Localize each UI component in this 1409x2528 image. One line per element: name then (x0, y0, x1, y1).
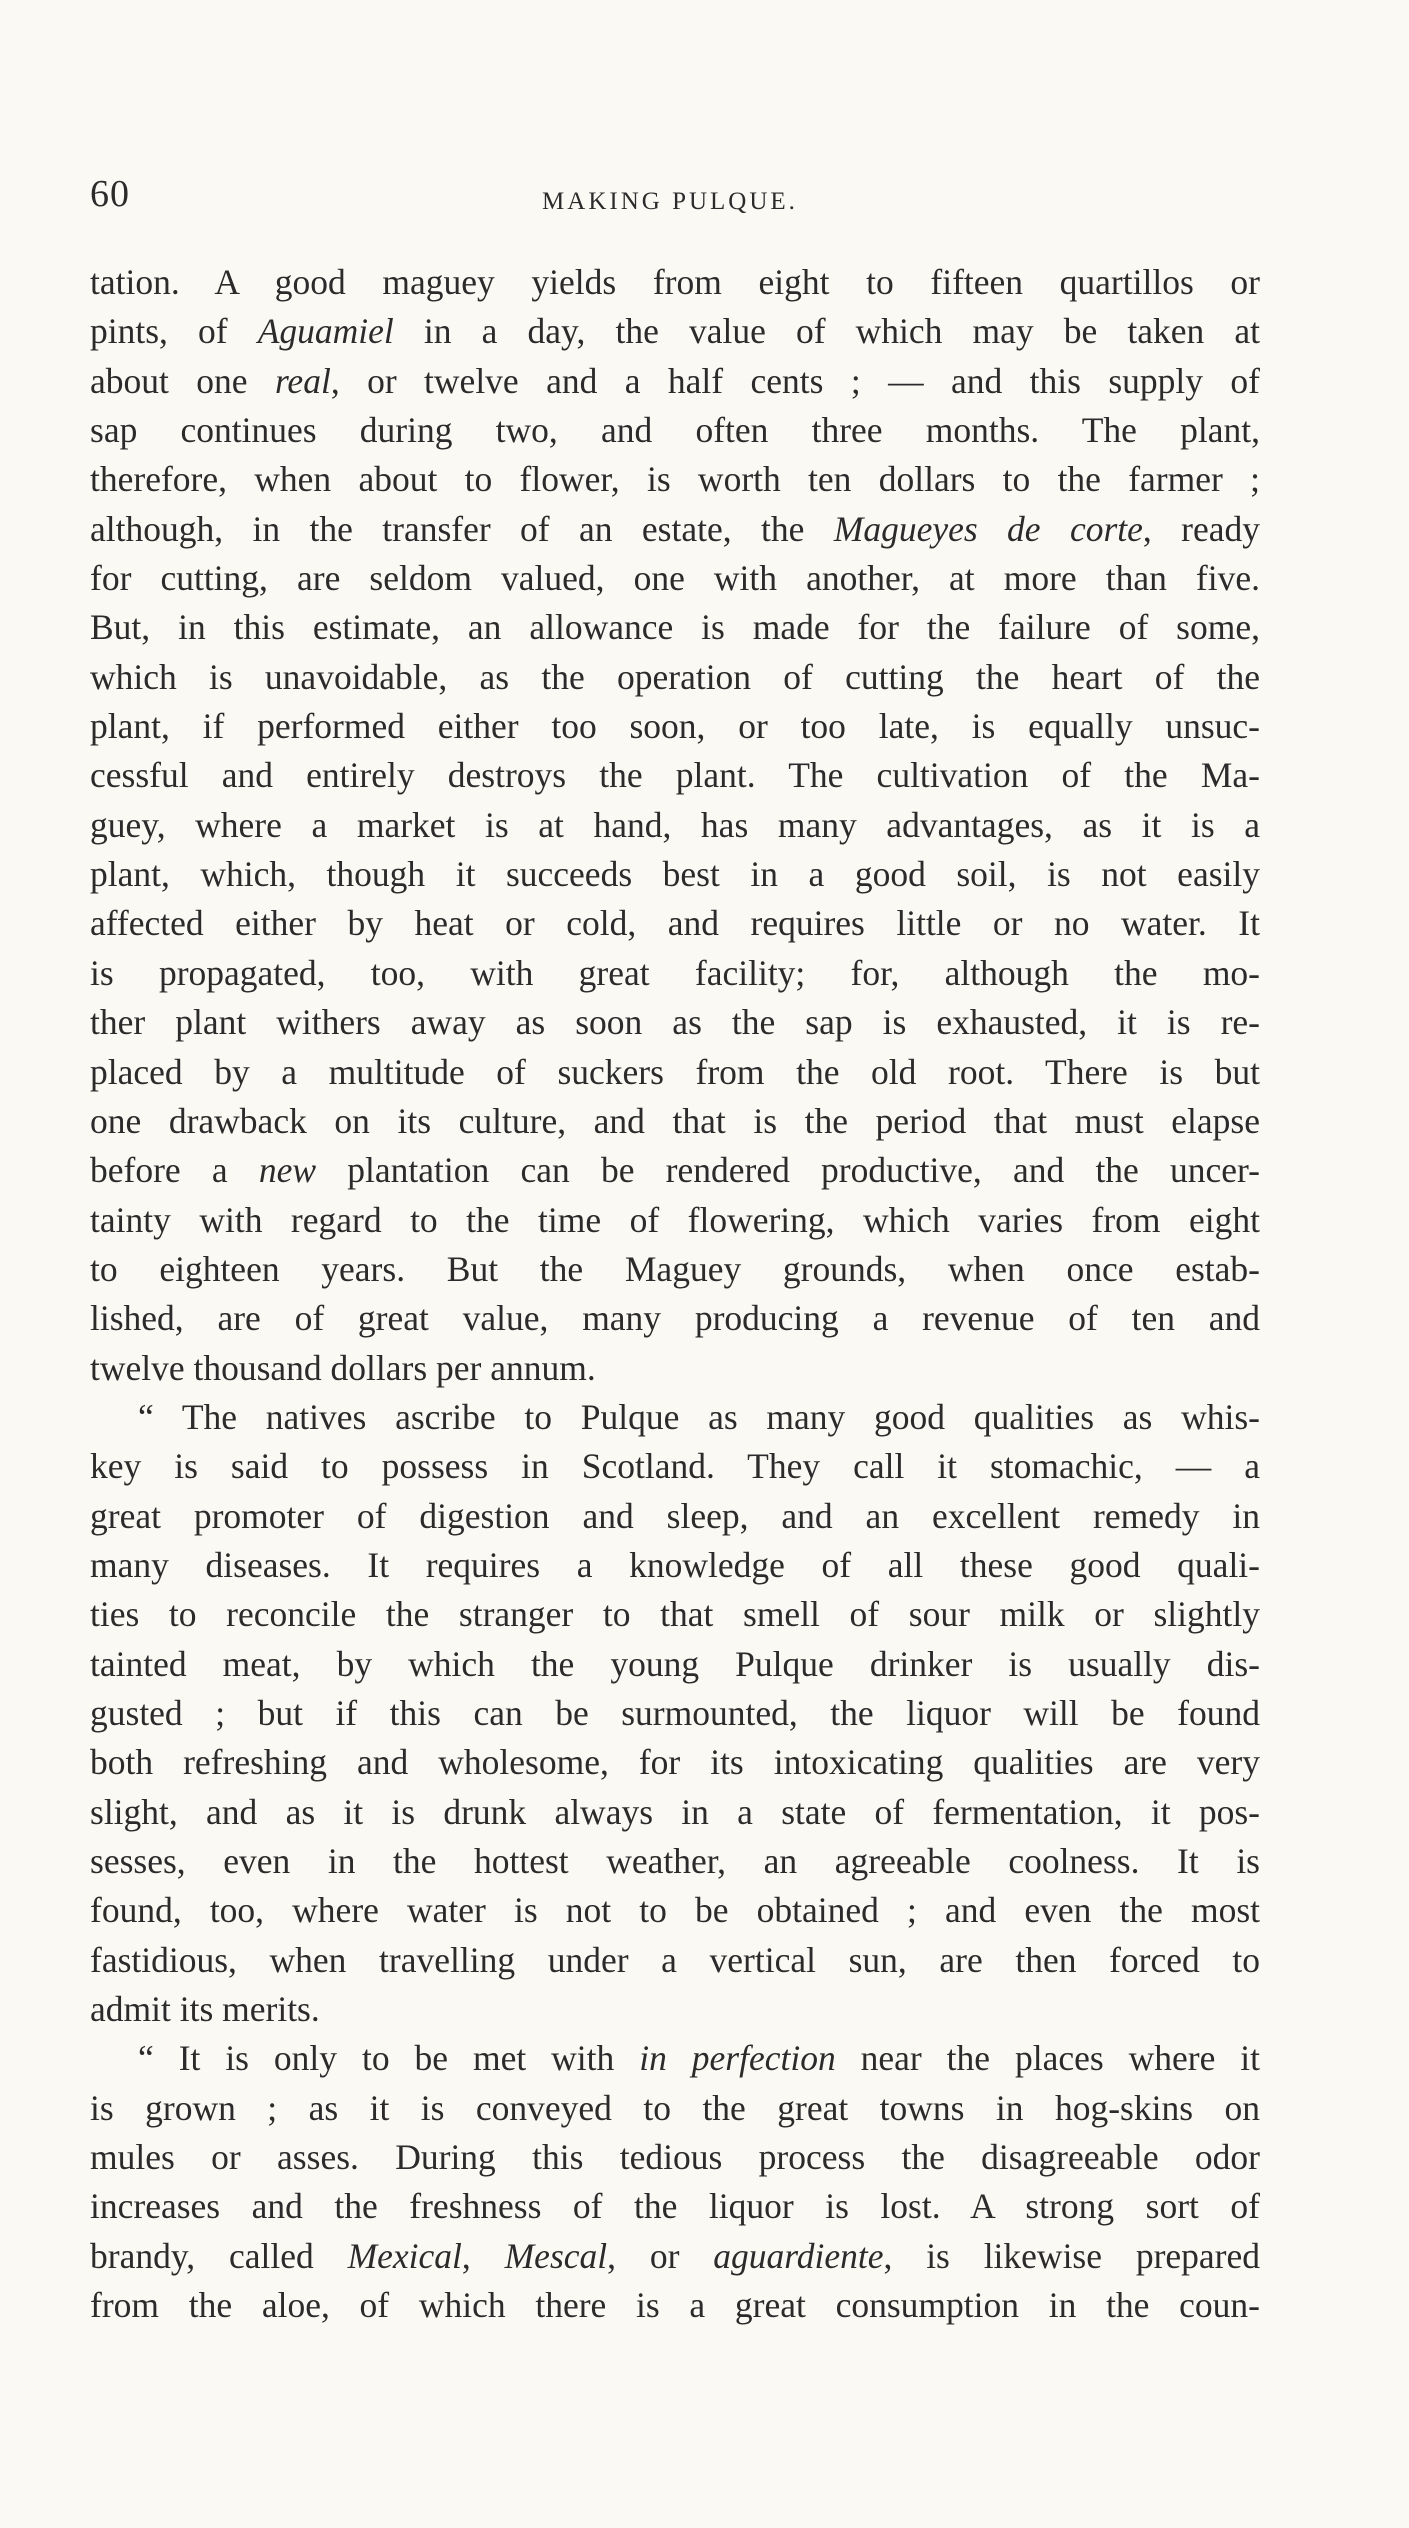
text-line: guey, where a market is at hand, has many advantages, as it is a (90, 804, 1260, 845)
text-line: tainty with regard to the time of flowering, which varies from eight (90, 1199, 1260, 1240)
text-line: sesses, even in the hottest weather, an agreeable coolness. It is (90, 1841, 1260, 1881)
text-line: ties to reconcile the stranger to that smell of sour milk or slightly (90, 1594, 1260, 1635)
text-line: about one real, or twelve and a half cents ; — and this supply of (90, 360, 1260, 401)
italic-term: in perfection (639, 2038, 836, 2079)
text-line: both refreshing and wholesome, for its intoxicating qualities are very (90, 1742, 1260, 1783)
italic-term: real (274, 360, 331, 401)
text-line: cessful and entirely destroys the plant. The cultivation of the Ma- (90, 755, 1260, 796)
text-line: for cutting, are seldom valued, one with another, at more than five. (90, 558, 1260, 599)
italic-term: Mexical (347, 2235, 462, 2276)
text-line: although, in the transfer of an estate, the Magueyes de corte, ready (90, 508, 1260, 549)
text-line: gusted ; but if this can be surmounted, the liquor will be found (90, 1692, 1260, 1733)
text-line: “ It is only to be met with in perfection near the places where it (138, 2038, 1260, 2079)
text-line: mules or asses. During this tedious process the disagreeable odor (90, 2137, 1260, 2178)
text-line: tation. A good maguey yields from eight to fifteen quartillos or (90, 262, 1260, 302)
text-line: twelve thousand dollars per annum. (90, 1347, 596, 1388)
text-line: key is said to possess in Scotland. They call it stomachic, — a (90, 1446, 1260, 1487)
italic-term: aguardiente (713, 2235, 884, 2276)
text-line: placed by a multitude of suckers from the old root. There is but (90, 1051, 1260, 1092)
text-line: before a new plantation can be rendered productive, and the uncer- (90, 1150, 1260, 1191)
text-line: brandy, called Mexical, Mescal, or aguardiente, is likewise prepared (90, 2235, 1260, 2276)
italic-term: Aguamiel (257, 311, 394, 352)
body-text (90, 258, 1260, 2330)
text-line: ther plant withers away as soon as the sap is exhausted, it is re- (90, 1002, 1260, 1043)
text-line: admit its merits. (90, 1989, 320, 2030)
italic-term: new (258, 1150, 317, 1191)
text-line: is propagated, too, with great facility; for, although the mo- (90, 952, 1260, 993)
text-line: fastidious, when travelling under a vertical sun, are then forced to (90, 1939, 1260, 1980)
text-line: lished, are of great value, many producing a revenue of ten and (90, 1298, 1260, 1339)
text-line: from the aloe, of which there is a great consumption in the coun- (90, 2285, 1260, 2326)
text-line: many diseases. It requires a knowledge of all these good quali- (90, 1544, 1260, 1585)
italic-term: Mescal (504, 2235, 608, 2276)
text-line: found, too, where water is not to be obtained ; and even the most (90, 1890, 1260, 1931)
text-line: pints, of Aguamiel in a day, the value of which may be taken at (90, 311, 1260, 352)
text-line: increases and the freshness of the liquor is lost. A strong sort of (90, 2186, 1260, 2227)
page-number: 60 (90, 173, 130, 215)
text-line: to eighteen years. But the Maguey grounds, when once estab- (90, 1248, 1260, 1289)
text-line: therefore, when about to flower, is worth ten dollars to the farmer ; (90, 459, 1260, 500)
text-line: is grown ; as it is conveyed to the great towns in hog-skins on (90, 2087, 1260, 2128)
running-title: MAKING PULQUE. (542, 188, 798, 215)
text-line: But, in this estimate, an allowance is made for the failure of some, (90, 607, 1260, 648)
text-line: “ The natives ascribe to Pulque as many good qualities as whis- (138, 1396, 1260, 1437)
page-header (90, 172, 1250, 222)
text-line: plant, which, though it succeeds best in a good soil, is not easily (90, 854, 1260, 895)
text-line: one drawback on its culture, and that is the period that must elapse (90, 1100, 1260, 1141)
text-line: slight, and as it is drunk always in a state of fermentation, it pos- (90, 1791, 1260, 1832)
text-line: affected either by heat or cold, and requires little or no water. It (90, 903, 1260, 944)
text-line: which is unavoidable, as the operation of cutting the heart of the (90, 656, 1260, 697)
text-line: great promoter of digestion and sleep, and an excellent remedy in (90, 1495, 1260, 1536)
text-line: tainted meat, by which the young Pulque drinker is usually dis- (90, 1643, 1260, 1684)
text-line: plant, if performed either too soon, or too late, is equally unsuc- (90, 706, 1260, 747)
italic-term: Magueyes de corte (833, 508, 1143, 549)
text-line: sap continues during two, and often three months. The plant, (90, 410, 1260, 451)
